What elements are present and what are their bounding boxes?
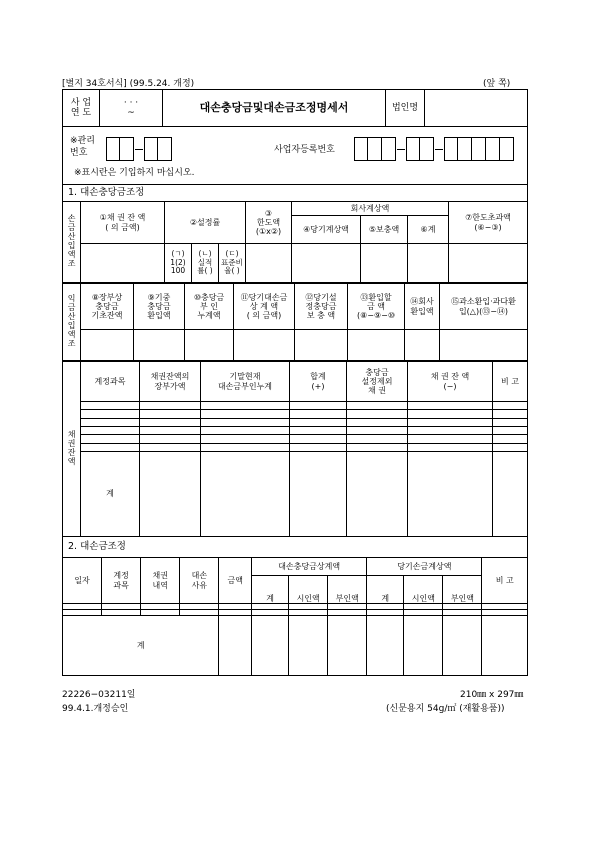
bond-header-remark: 비 고 (493, 362, 528, 402)
baddebt-total-label: 계 (63, 615, 219, 675)
group1-header: 대손충당금상계액 (252, 558, 367, 576)
col13-value[interactable] (348, 330, 405, 361)
biz-reg-boxes[interactable] (354, 137, 514, 161)
col11-header: ⑪당기대손금 상 계 액 ( 의 금액) (234, 284, 295, 330)
col8-header: ⑧장부상 충당금 기초잔액 (81, 284, 134, 330)
h-reason: 대손 사유 (180, 558, 219, 604)
col10-value[interactable] (185, 330, 234, 361)
col1-header: ①채 권 잔 액 ( 의 금액) (81, 202, 165, 244)
fiscal-year-dots: · · · (123, 97, 139, 108)
biz-reg-label: 사업자등록번호 (274, 145, 335, 155)
col4-value[interactable] (292, 244, 361, 283)
sub-sum1: 계 (252, 576, 289, 604)
title-row (62, 89, 528, 127)
col6-value[interactable] (408, 244, 449, 283)
bond-header-denied: 기말현재 대손금부인누계 (201, 362, 290, 402)
sub-allow2: 시인액 (404, 576, 443, 604)
col7-header: ⑦한도초과액 (⑥−③) (449, 202, 528, 244)
col2a-subheader: (ㄱ) 1(2) 100 (165, 244, 192, 283)
table-row[interactable] (63, 435, 528, 443)
col12-header: ⑫당기설 정충당금 보 충 액 (295, 284, 348, 330)
bond-header-account: 계정과목 (81, 362, 140, 402)
col14-value[interactable] (405, 330, 440, 361)
col9-header: ⑨기중 충당금 환입액 (134, 284, 185, 330)
sub-deny1: 부인액 (328, 576, 367, 604)
bond-total-row[interactable] (63, 451, 528, 536)
mgmt-no-label: ※관리 번호 (70, 136, 95, 158)
bond-total-label: 계 (81, 451, 140, 536)
col8-value[interactable] (81, 330, 134, 361)
h-bond: 채권 내역 (141, 558, 180, 604)
corp-name-field[interactable] (425, 90, 528, 127)
h-date: 일자 (63, 558, 102, 604)
footer-paper: (신문용지 54g/㎡ (재활용품)) (386, 704, 505, 714)
table-row[interactable] (63, 410, 528, 418)
company-group-header: 회사계상액 (292, 202, 449, 216)
table-row[interactable] (63, 443, 528, 451)
baddebt-total-row[interactable] (63, 615, 528, 675)
col13-header: ⑬환입할 금 액 (⑧−⑨−⑩ (348, 284, 405, 330)
col15-value[interactable] (440, 330, 528, 361)
page-side: (앞 쪽) (483, 79, 511, 89)
bond-header-excluded: 충당금 설정제외 채 권 (347, 362, 408, 402)
col5-value[interactable] (361, 244, 408, 283)
expense-side-label: 손금산입액조 (63, 202, 81, 283)
col3-value[interactable] (246, 244, 292, 283)
bond-side-label: 채권잔액 (63, 362, 81, 537)
section1-title: 1. 대손충당금조정 (68, 187, 145, 198)
sub-deny2: 부인액 (443, 576, 482, 604)
table-row[interactable] (63, 402, 528, 410)
fiscal-year-value[interactable] (100, 90, 163, 127)
id-row (62, 127, 528, 185)
col9-value[interactable] (134, 330, 185, 361)
form-number: [별지 34호서식] (99.5.24. 개정) (62, 79, 195, 89)
note-text: ※표시란은 기입하지 마십시오. (74, 168, 195, 178)
corp-name-label: 법인명 (386, 90, 425, 127)
income-table (62, 283, 528, 361)
baddebt-table (62, 557, 528, 676)
fiscal-year-tilde: ~ (127, 108, 135, 118)
col7-value[interactable] (449, 244, 528, 283)
fiscal-year-label: 사 업 연 도 (63, 90, 100, 127)
sub-sum2: 계 (367, 576, 404, 604)
group2-header: 당기손금계상액 (367, 558, 482, 576)
mgmt-no-boxes[interactable] (106, 137, 172, 161)
table-row[interactable] (63, 426, 528, 434)
col3-header: ③ 한도액 (①x②) (246, 202, 292, 244)
col4-header: ④당기계상액 (292, 216, 361, 244)
h-amount: 금액 (219, 558, 252, 604)
footer-size: 210㎜ x 297㎜ (460, 690, 524, 700)
col2c-subheader: (ㄷ) 표준비 율( ) (219, 244, 246, 283)
income-side-label: 익금산입액조 (63, 284, 81, 361)
col1-value[interactable] (81, 244, 165, 283)
section2-title: 2. 대손금조정 (68, 541, 126, 552)
expense-table (62, 201, 528, 283)
col10-header: ⑩충당금 부 인 누계액 (185, 284, 234, 330)
col14-header: ⑭회사 환입액 (405, 284, 440, 330)
h-account: 계정 과목 (102, 558, 141, 604)
col11-value[interactable] (234, 330, 295, 361)
bond-header-balance: 채 권 잔 액 (−) (408, 362, 493, 402)
col12-value[interactable] (295, 330, 348, 361)
footer-code: 22226−03211일 (62, 690, 136, 700)
sub-allow1: 시인액 (289, 576, 328, 604)
col6-header: ⑥계 (408, 216, 449, 244)
col5-header: ⑤보충액 (361, 216, 408, 244)
footer-approval: 99.4.1.개정승인 (62, 704, 129, 714)
bond-header-book: 채권잔액의 장부가액 (140, 362, 201, 402)
col2b-subheader: (ㄴ) 실적 률( ) (192, 244, 219, 283)
form-title: 대손충당금및대손금조정명세서 (163, 90, 386, 127)
bond-table (62, 361, 528, 537)
table-row[interactable] (63, 418, 528, 426)
h-remark: 비 고 (482, 558, 528, 604)
bond-header-sum: 합계 (+) (290, 362, 347, 402)
col15-header: ⑮과소환입·과다환 입(△)(⑬−⑭) (440, 284, 528, 330)
col2-header: ②설정률 (165, 202, 246, 244)
